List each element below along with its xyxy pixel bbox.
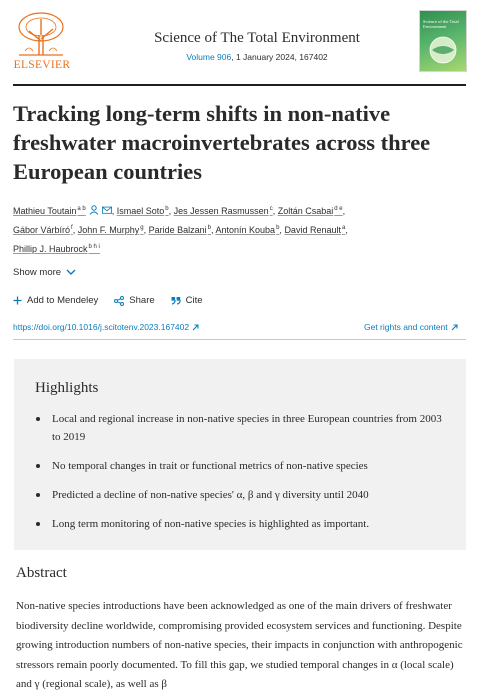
journal-cover-image[interactable] <box>420 11 466 71</box>
volume-link[interactable]: Volume 906 <box>186 52 232 62</box>
person-icon[interactable] <box>89 205 99 215</box>
highlight-item: Predicted a decline of non-native species' α, β and γ diversity until 2040 <box>35 486 450 504</box>
abstract-text: Non-native species introductions have been acknowledged as one of the main drivers of freshwater biodiversity decline worldwide, compromising provided ecosystem services and functioning. Despite growing introduction numbers of non-native species, their impacts in conjunction with anthropogenic stressors remain poorly documented. To fill this gap, we studied temporal changes in α (local scale) and γ (regional scale), as well as β <box>16 600 463 690</box>
add-to-mendeley-label: Add to Mendeley <box>27 295 99 306</box>
author-link[interactable]: Phillip J. Haubrock$^{b h i}$ <box>13 244 100 254</box>
highlights-heading: Highlights <box>35 380 99 396</box>
doi-text: https://doi.org/10.1016/j.scitotenv.2023.167402 <box>13 322 190 332</box>
share-button[interactable] <box>114 295 154 306</box>
author-link[interactable]: Paride Balzani$^b$ <box>148 225 211 235</box>
external-link-icon <box>451 324 458 331</box>
section-divider <box>13 339 466 340</box>
author-link[interactable]: Zoltán Csabai$^{d e}$ <box>277 206 343 216</box>
elsevier-logo[interactable] <box>13 11 69 73</box>
share-icon <box>114 296 124 306</box>
plus-icon <box>13 296 22 305</box>
cite-label: Cite <box>185 295 203 306</box>
cover-title: Science of the Total Environment <box>423 19 459 29</box>
author-link[interactable]: Antonín Kouba$^b$ <box>215 225 280 235</box>
chevron-down-icon <box>66 269 76 276</box>
author-link[interactable]: Gábor Várbíró$^f$ <box>13 225 73 235</box>
email-icon[interactable] <box>102 205 112 215</box>
highlight-item: Long term monitoring of non-native species is highlighted as important. <box>35 515 450 533</box>
author-list: Mathieu Toutain$^{a b}$ , Ismael Soto$^b$, Jes Jessen Rasmussen$^c$, Zoltán Csabai$^{d e}$, Gábor Várbíró$^f$, John F. Murphy$^g$, Paride Balzani$^b$, Antonín Kouba$^b$, David Renault$^a$, Phillip J. Haubrock$^{b h i}$ <box>13 206 348 254</box>
author-link[interactable]: Mathieu Toutain$^{a b}$ <box>13 206 86 216</box>
author-link[interactable]: David Renault$^a$ <box>284 225 346 235</box>
elsevier-wordmark: ELSEVIER <box>13 59 71 71</box>
doi-link[interactable] <box>13 322 199 332</box>
rights-link[interactable] <box>364 322 458 332</box>
show-more-button[interactable] <box>13 267 76 278</box>
journal-title[interactable]: Science of The Total Environment <box>154 30 360 46</box>
author-link[interactable]: Jes Jessen Rasmussen$^c$ <box>173 206 273 216</box>
author-link[interactable]: John F. Murphy$^g$ <box>77 225 144 235</box>
article-title: Tracking long-term shifts in non-native freshwater macroinvertebrates across three European countries <box>13 101 431 184</box>
cover-globe-icon <box>427 35 459 65</box>
author-link[interactable]: Ismael Soto$^b$ <box>116 206 169 216</box>
external-link-icon <box>192 324 199 331</box>
highlights-list <box>35 410 450 544</box>
quote-icon <box>171 296 181 305</box>
add-to-mendeley-button[interactable] <box>13 295 98 306</box>
header-divider <box>13 84 466 86</box>
elsevier-tree-icon <box>15 11 67 57</box>
highlight-item: No temporal changes in trait or functional metrics of non-native species <box>35 457 450 475</box>
journal-volume-info <box>104 52 410 62</box>
highlights-box <box>14 359 466 550</box>
cite-button[interactable] <box>171 295 203 306</box>
show-more-label: Show more <box>13 267 62 278</box>
issue-date: , 1 January 2024, 167402 <box>231 52 328 62</box>
share-label: Share <box>129 295 155 306</box>
highlight-item: Local and regional increase in non-native species in three European countries from 2003 to 2019 <box>35 410 450 446</box>
journal-header <box>0 0 480 84</box>
rights-text: Get rights and content <box>364 322 448 332</box>
abstract-heading: Abstract <box>16 565 67 581</box>
article-actions <box>13 295 203 306</box>
